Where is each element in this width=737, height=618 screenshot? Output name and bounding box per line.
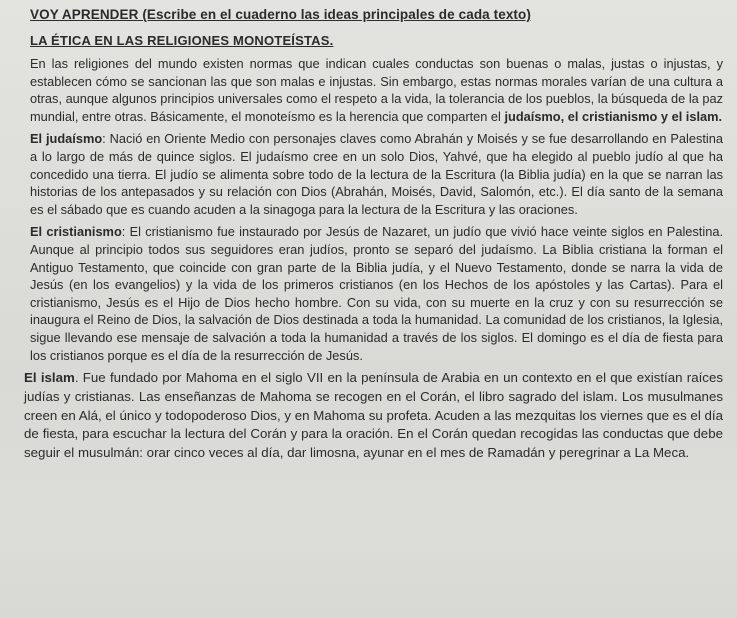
cristianismo-lead: El cristianismo <box>30 224 122 240</box>
judaismo-lead: El judaísmo <box>30 131 103 147</box>
section-title: LA ÉTICA EN LAS RELIGIONES MONOTEÍSTAS. <box>30 33 334 48</box>
judaismo-paragraph <box>30 130 723 218</box>
islam-text: . Fue fundado por Mahoma en el siglo VII en la península de Arabia en un contexto en el que existían raíces judías y cristianas. Las enseñanzas de Mahoma se recogen en el Corán, el libro sagrado del islam. Los musulmanes creen en Alá, el único y todopoderoso Dios, y en Mahoma su profeta. Acuden a las mezquitas los viernes que es el día de fiesta, para escuchar la lectura del Corán y para la oración. En el Corán quedan recogidas las conductas que debe seguir el musulmán: orar cinco veces al día, dar limosna, ayunar en el mes de Ramadán y peregrinar a La Meca. <box>24 370 724 460</box>
islam-paragraph <box>24 369 723 463</box>
paper-shadow <box>0 528 737 618</box>
cristianismo-paragraph <box>30 223 723 364</box>
judaismo-text: : Nació en Oriente Medio con personajes claves como Abrahán y Moisés y se fue desarrollando en Palestina a lo largo de más de quince siglos. El judaísmo cree en un solo Dios, Yahvé, que ha elegido al pueblo judío al que ha concedido una tierra. El judío se alimenta sobre todo de la lectura de la Escritura (la Biblia judía) en la que se narran las historias de los antepasados y su relación con Dios (Abrahán, Moisés, David, Salomón, etc.). El día santo de la semana es el sábado que es cuando acuden a la sinagoga para la lectura de la Escritura y las oraciones. <box>30 131 723 217</box>
intro-bold-ending: judaísmo, el cristianismo y el islam. <box>504 108 723 124</box>
intro-paragraph <box>30 55 723 125</box>
intro-text: En las religiones del mundo existen normas que indican cuales conductas son buenas o malas, justas o injustas, y establecen cómo se sancionan las que son malas e injustas. Sin embargo, estas normas morales varían de una cultura a otras, aunque algunos principios universales como el respeto a la vida, la tolerancia de los pueblos, la búsqueda de la paz mundial, entre otras. Básicamente, el monoteísmo es la herencia que comparten el <box>30 56 723 124</box>
cristianismo-text: : El cristianismo fue instaurado por Jesús de Nazaret, un judío que vivió hace veinte siglos en Palestina. Aunque al principio todos sus seguidores eran judíos, pronto se separó del judaísmo. La Biblia cristiana la forman el Antiguo Testamento, que coincide con gran parte de la Biblia judía, y el Nuevo Testamento, donde se narra la vida de Jesús (en los evangelios) y la vida de los primeros cristianos (en los Hechos de los apóstoles y las Cartas). Para el cristianismo, Jesús es el Hijo de Dios hecho hombre. Con su vida, con su muerte en la cruz y con su resurrección se inaugura el Reino de Dios, la salvación de Dios destinada a toda la humanidad. La comunidad de los cristianos, la Iglesia, sigue llevando ese mensaje de salvación a toda la humanidad a través de los siglos. El domingo es el día de fiesta para los cristianos porque es el día de la resurrección de Jesús. <box>30 224 723 363</box>
islam-lead: El islam <box>24 370 75 386</box>
page-header: VOY APRENDER (Escribe en el cuaderno las ideas principales de cada texto) <box>30 7 531 22</box>
